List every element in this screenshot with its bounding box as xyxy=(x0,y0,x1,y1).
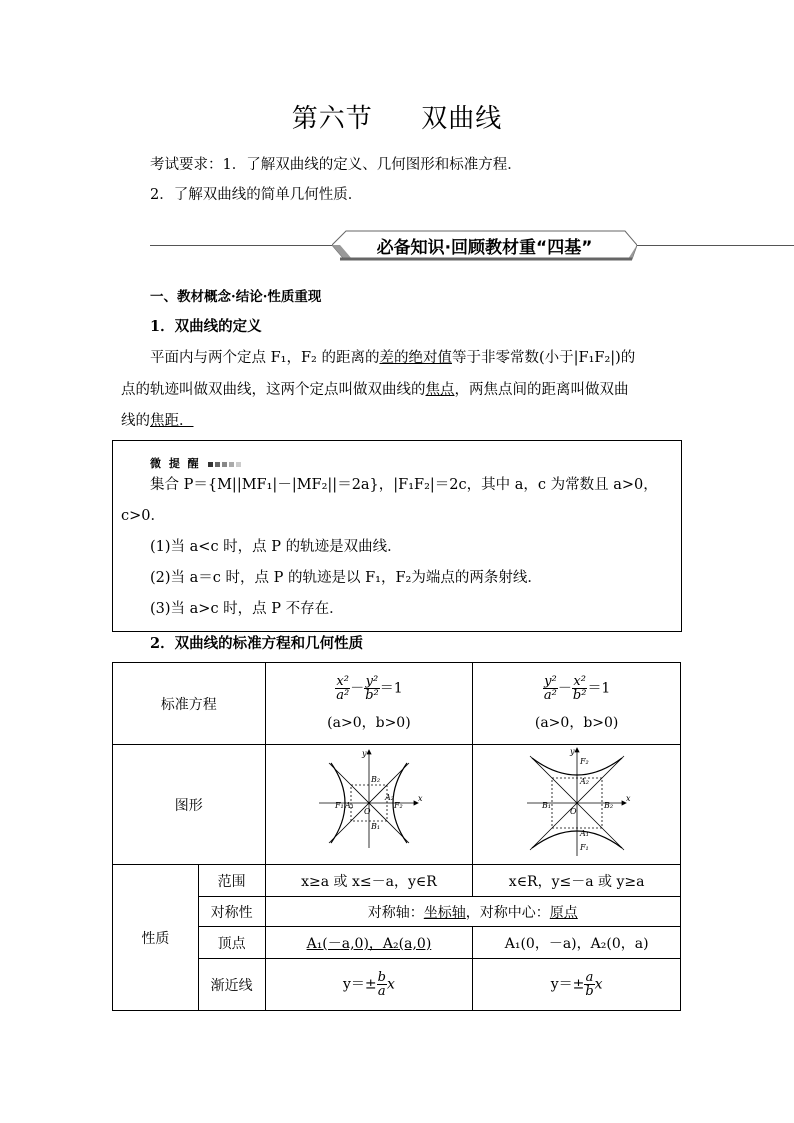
label-o: O xyxy=(569,806,577,816)
section2-heading: 2．双曲线的标准方程和几何性质 xyxy=(150,635,364,652)
requirements-line2: 2．了解双曲线的简单几何性质． xyxy=(150,187,363,203)
table-row xyxy=(113,897,681,927)
label-f1: F₁ xyxy=(579,842,589,852)
range-vertical: x∈R，y≤－a 或 y≥a xyxy=(473,865,681,897)
tip-line4: (2)当 a＝c 时，点 P 的轨迹是以 F₁，F₂为端点的两条射线． xyxy=(150,570,542,586)
label-f2: F₂ xyxy=(579,756,589,766)
vertex-vertical: A₁(0，－a)，A₂(0，a) xyxy=(473,927,681,959)
frac-den: a² xyxy=(543,688,557,703)
table-row xyxy=(113,663,681,745)
frac-den: b² xyxy=(572,688,587,703)
label-a2: A₂ xyxy=(384,792,394,802)
label-y: y xyxy=(361,748,367,758)
frac-num: b xyxy=(377,970,386,985)
symmetry-text: ，对称中心： xyxy=(465,904,550,921)
table-row xyxy=(113,927,681,959)
label-a1: A₁ xyxy=(579,828,589,838)
asym-pre: y＝± xyxy=(343,976,377,993)
label-a2: A₂ xyxy=(579,776,589,786)
symmetry-value xyxy=(265,897,680,927)
label-f2: F₂ xyxy=(393,800,403,810)
symmetry-axis: 坐标轴 xyxy=(423,904,466,921)
def-underline: 差的绝对值 xyxy=(379,350,452,366)
label-f1: F₁ xyxy=(334,800,344,810)
banner-line-right xyxy=(630,245,794,246)
label-x: x xyxy=(625,793,631,803)
title-part1: 第六节 xyxy=(291,104,373,134)
asym-post: x xyxy=(386,976,395,993)
row-label-properties: 性质 xyxy=(113,865,199,1011)
label-b2: B₂ xyxy=(603,800,613,810)
frac-den: b² xyxy=(365,688,379,703)
figure-vertical-cell xyxy=(473,745,681,865)
table-row xyxy=(113,865,681,897)
def-text: 线的 xyxy=(121,413,150,429)
prop-label-vertex: 顶点 xyxy=(198,927,265,959)
range-horizontal: x≥a 或 x≤－a，y∈R xyxy=(265,865,473,897)
figure-horizontal-cell xyxy=(265,745,473,865)
hyperbola-vertical-figure xyxy=(522,746,632,860)
equation-vertical: $\frac{\text{y²}}{\text{a²}}$ － $\frac{\text{x²}}{\text{b²}}$ ＝1 (a>0，b>0) xyxy=(473,663,681,745)
section1-heading: 一、教材概念·结论·性质重现 xyxy=(150,289,322,305)
definition-line2 xyxy=(121,380,629,400)
frac-num: y² xyxy=(544,674,557,689)
properties-table xyxy=(112,662,681,1011)
symmetry-center: 原点 xyxy=(549,904,578,921)
frac-den: b xyxy=(585,984,594,999)
banner-text: 必备知识·回顾教材重“四基” xyxy=(376,238,593,258)
tip-line1: 集合 P＝{M||MF₁|－|MF₂||＝2a}，|F₁F₂|＝2c，其中 a，c 为常数且 a>0， xyxy=(150,477,658,493)
tip-line3: (1)当 a<c 时，点 P 的轨迹是双曲线． xyxy=(150,539,402,555)
definition-line3 xyxy=(121,411,194,431)
def-underline: 焦点 xyxy=(425,382,455,398)
prop-label-asymptote: 渐近线 xyxy=(198,959,265,1011)
y-arrow xyxy=(575,748,579,752)
tip-label xyxy=(150,452,241,471)
def-text: 等于非零常数(小于|F₁F₂|)的 xyxy=(451,350,636,366)
asymptote-horizontal xyxy=(265,959,473,1011)
asymptote-vertical xyxy=(473,959,681,1011)
label-b2: B₂ xyxy=(370,774,381,784)
vertex-horizontal: A₁(－a,0)，A₂(a,0) xyxy=(265,927,473,959)
def-underline: 焦距． xyxy=(150,413,194,429)
def-text: ，两焦点间的距离叫做双曲 xyxy=(454,382,629,398)
frac-den: a² xyxy=(336,688,350,703)
eq-condition: (a>0，b>0) xyxy=(327,715,411,731)
prop-label-symmetry: 对称性 xyxy=(198,897,265,927)
definition-line1 xyxy=(150,348,635,368)
label-b1: B₁ xyxy=(370,821,381,831)
def-text: 点的轨迹叫做双曲线，这两个定点叫做双曲线的 xyxy=(121,382,426,398)
tip-line5: (3)当 a>c 时，点 P 不存在． xyxy=(150,601,344,617)
label-o: O xyxy=(363,806,371,816)
requirements-line1: 考试要求：1．了解双曲线的定义、几何图形和标准方程． xyxy=(150,157,522,173)
hyperbola-horizontal-figure xyxy=(314,748,424,858)
tip-line2: c>0． xyxy=(121,508,165,524)
frac-num: x² xyxy=(336,674,349,689)
frac-num: a xyxy=(585,970,594,985)
row-label-standard: 标准方程 xyxy=(113,663,266,745)
asym-pre: y＝± xyxy=(550,976,585,993)
symmetry-text: 对称轴： xyxy=(367,904,424,921)
label-b1: B₁ xyxy=(541,800,551,810)
banner xyxy=(332,229,637,261)
tip-dots xyxy=(206,452,241,471)
table-row xyxy=(113,959,681,1011)
equation-horizontal: $\frac{\text{x²}}{\text{a²}}$ － $\frac{\text{y²}}{\text{b²}}$ ＝1 (a>0，b>0) xyxy=(265,663,473,745)
y-arrow xyxy=(367,750,371,754)
eq-rhs: ＝1 xyxy=(379,680,403,697)
page-title xyxy=(0,98,794,135)
table-row xyxy=(113,745,681,865)
eq-condition: (a>0，b>0) xyxy=(534,715,619,731)
label-a1: A₁ xyxy=(344,800,354,810)
def-text: 平面内与两个定点 F₁，F₂ 的距离的 xyxy=(150,350,380,366)
title-part2: 双曲线 xyxy=(421,104,503,134)
row-label-figure: 图形 xyxy=(113,745,266,865)
eq-rhs: ＝1 xyxy=(587,680,611,697)
label-x: x xyxy=(417,793,423,803)
frac-num: x² xyxy=(573,674,586,689)
label-y: y xyxy=(569,746,575,756)
frac-den: a xyxy=(377,984,386,999)
banner-line-left xyxy=(150,245,340,246)
asym-post: x xyxy=(594,976,603,993)
frac-num: y² xyxy=(365,674,379,689)
definition-heading: 1．双曲线的定义 xyxy=(150,318,262,335)
tip-title: 微 提 醒 xyxy=(150,457,201,470)
prop-label-range: 范围 xyxy=(198,865,265,897)
